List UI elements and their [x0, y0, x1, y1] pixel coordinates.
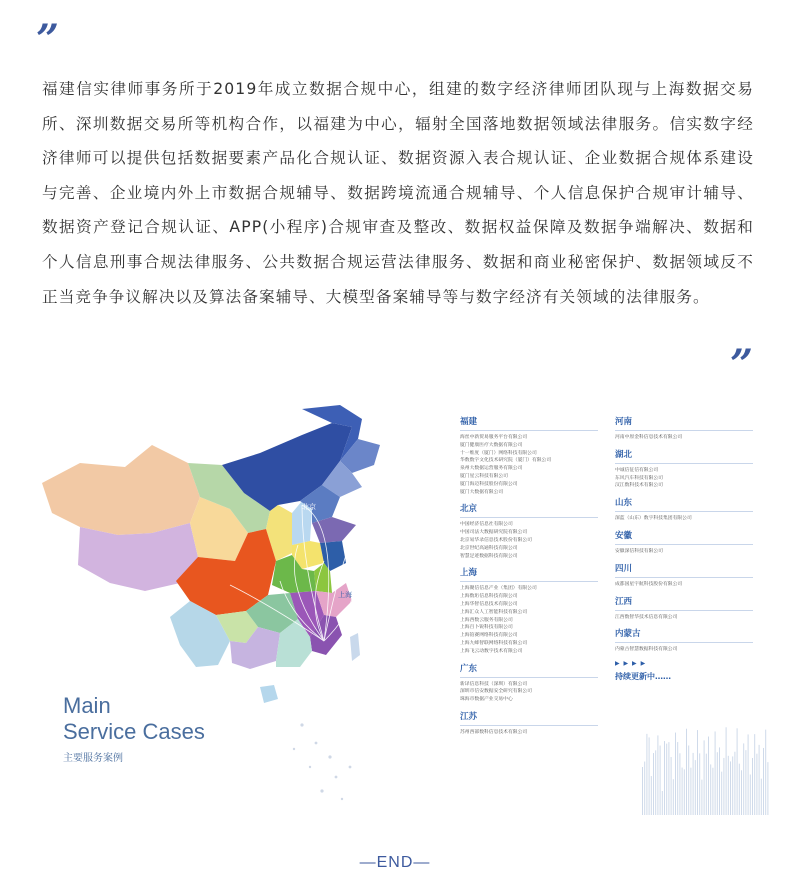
company-name: 珠海市数据产业交易中心	[460, 697, 513, 703]
company-name: 海丝中新贸易服务平台有限公司	[460, 435, 528, 440]
region-block	[615, 627, 753, 654]
company-name: 十一维度（厦门）网络科技有限公司	[460, 450, 537, 456]
decorative-bar	[712, 768, 713, 815]
service-cases-figure	[40, 405, 770, 815]
decorative-bar	[701, 780, 702, 815]
title-en-line1: Main	[63, 693, 111, 718]
end-marker: —END—	[359, 854, 431, 871]
decorative-bar	[649, 737, 650, 815]
map-region-xinjiang	[42, 445, 200, 535]
decorative-bar	[655, 750, 656, 815]
company-name: 上海九蜂智联网络科技有限公司	[460, 640, 528, 646]
decorative-bar	[668, 742, 669, 815]
region-block	[615, 415, 753, 442]
region-name: 河南	[615, 415, 753, 431]
company-name: 中诚信征信有限公司	[615, 467, 659, 473]
decorative-bar	[666, 744, 667, 815]
decorative-bar	[699, 753, 700, 815]
more-updates-label: 持续更新中……	[615, 672, 671, 682]
decorative-bar	[719, 747, 720, 815]
company-name: 东风汽车科技有限公司	[615, 475, 663, 481]
decorative-bar	[726, 727, 727, 815]
region-block	[615, 562, 753, 589]
region-block	[460, 662, 598, 704]
region-name: 湖北	[615, 448, 753, 464]
company-name: 厦门大数据有限公司	[460, 489, 504, 495]
title-cn: 主要服务案例	[63, 753, 123, 764]
company-name: 厦门海迈科技股份有限公司	[460, 481, 518, 487]
title-en-line2: Service Cases	[63, 719, 205, 744]
region-name: 山东	[615, 496, 753, 512]
company-name: 厦门健康医疗大数据有限公司	[460, 442, 523, 448]
decorative-bar	[693, 753, 694, 815]
decorative-bar	[732, 756, 733, 815]
decorative-bar	[721, 772, 722, 815]
decorative-bar	[765, 730, 766, 815]
decorative-bar	[761, 779, 762, 815]
region-block	[460, 710, 598, 737]
company-name: 中国经济信息社有限公司	[460, 522, 513, 528]
decorative-bar	[653, 753, 654, 815]
decorative-bar	[739, 764, 740, 815]
decorative-bar	[695, 760, 696, 815]
company-name: 成都国星宇航科技股份有限公司	[615, 581, 683, 587]
decorative-bar	[664, 741, 665, 815]
company-name: 北京世纪高通科技有限公司	[460, 545, 518, 551]
region-name: 江苏	[460, 710, 598, 726]
region-block	[615, 529, 753, 556]
region-name: 北京	[460, 502, 598, 518]
decorative-bar	[728, 756, 729, 815]
region-block	[615, 595, 753, 622]
right-region-list	[615, 415, 753, 654]
company-name: 上海西数云服务有限公司	[460, 617, 513, 623]
region-name: 安徽	[615, 529, 753, 545]
company-name: 江西数智华技术信息有限公司	[615, 614, 678, 620]
company-name: 河南中原金科信息技术有限公司	[615, 435, 683, 440]
decorative-bar	[686, 729, 687, 815]
body-paragraph: 福建信实律师事务所于2019年成立数据合规中心，组建的数字经济律师团队现与上海数据交易所、深圳数据交易所等机构合作，以福建为中心，辐射全国落地数据领域法律服务。信实数字经济律师可以提供包括数据要素产品化合规认证、数据资源入表合规认证、企业数据合规体系建设与完善、企业境内外上市数据合规辅导、数据跨境流通合规辅导、个人信息保护合规审计辅导、数据资产登记合规认证、APP(小程序)合规审查及整改、数据权益保障及数据争端解决、数据和个人信息刑事合规法律服务、公共数据合规运营法律服务、数据和商业秘密保护、数据领域反不正当竞争争议解决以及算法备案辅导、大模型备案辅导等与数字经济有关领域的法律服务。	[42, 80, 754, 306]
decorative-bar	[715, 731, 716, 815]
region-block	[460, 415, 598, 496]
map-label-shanghai: 上海	[338, 591, 352, 599]
decorative-bars	[640, 705, 770, 815]
decorative-bar	[684, 769, 685, 815]
company-name: 汉江数科技术有限公司	[615, 483, 663, 489]
company-name: 上海汇众人工智能科技有限公司	[460, 609, 528, 615]
decorative-bar	[767, 762, 768, 815]
company-name: 苏州西部数科信息技术有限公司	[460, 729, 528, 735]
decorative-bar	[745, 750, 746, 815]
close-quote-mark: ”	[730, 341, 754, 388]
region-name: 内蒙古	[615, 627, 753, 643]
decorative-bar	[651, 776, 652, 815]
company-name: 中国司法大数据研究院有限公司	[460, 530, 528, 536]
map-region-hainan	[260, 685, 278, 703]
decorative-bar	[690, 768, 691, 815]
decorative-bar	[737, 728, 738, 815]
region-name: 上海	[460, 566, 598, 582]
company-name: 深圳市信安数据安全研究有限公司	[460, 689, 532, 695]
decorative-bar	[682, 768, 683, 815]
decorative-bar	[673, 779, 674, 815]
decorative-bar	[734, 752, 735, 815]
company-name: 上海飞云动数字技术有限公司	[460, 648, 523, 654]
sea-dots	[293, 723, 352, 800]
company-name: 上海铂赛网络科技有限公司	[460, 633, 518, 639]
decorative-bar	[710, 764, 711, 815]
decorative-bar	[662, 791, 663, 815]
company-name: 安徽深信科技有限公司	[615, 548, 663, 554]
map-label-beijing: 北京	[302, 503, 316, 511]
decorative-bar	[750, 774, 751, 815]
decorative-bar	[756, 754, 757, 815]
decorative-bar	[706, 754, 707, 815]
decorative-bar	[679, 753, 680, 815]
company-name: 上海数珩信息科技有限公司	[460, 594, 518, 600]
company-name: 上海百卜锐科技有限公司	[460, 625, 513, 631]
decorative-bar	[748, 734, 749, 815]
region-block	[460, 502, 598, 560]
decorative-bar	[660, 746, 661, 815]
company-name: 新译信息科技（深圳）有限公司	[460, 681, 528, 687]
decorative-bar	[657, 735, 658, 815]
decorative-bar	[708, 737, 709, 815]
region-block	[615, 496, 753, 523]
region-block	[615, 448, 753, 490]
more-dots: ▶ ▶ ▶ ▶	[615, 660, 647, 668]
region-name: 江西	[615, 595, 753, 611]
decorative-bar	[671, 757, 672, 815]
region-column-left	[460, 415, 598, 743]
company-name: 厦门星云科技有限公司	[460, 473, 508, 479]
company-name: 泉州大数据运营服务有限公司	[460, 466, 523, 472]
company-name: 上海聚信信息产业（集团）有限公司	[460, 586, 537, 592]
company-name: 上海华智信息技术有限公司	[460, 601, 518, 607]
region-name: 四川	[615, 562, 753, 578]
decorative-bar	[688, 745, 689, 815]
decorative-bar	[743, 743, 744, 815]
decorative-bar	[704, 740, 705, 815]
company-name: 深蓝（山东）数字科技集团有限公司	[615, 516, 692, 522]
decorative-bar	[644, 762, 645, 815]
decorative-bar	[642, 767, 643, 815]
company-name: 智慧足迹数据科技有限公司	[460, 553, 518, 559]
region-name: 福建	[460, 415, 598, 431]
company-name: 华数数字文化技术研究院（厦门）有限公司	[460, 458, 552, 464]
region-column-right	[615, 415, 753, 682]
decorative-bar	[752, 758, 753, 815]
region-name: 广东	[460, 662, 598, 678]
decorative-bar	[677, 742, 678, 815]
decorative-bar	[763, 748, 764, 815]
figure-title	[63, 693, 205, 764]
decorative-bar	[717, 752, 718, 815]
decorative-bar	[741, 770, 742, 815]
company-name: 北京易华录信息技术股份有限公司	[460, 537, 532, 543]
decorative-bar	[754, 734, 755, 815]
decorative-bar	[730, 761, 731, 815]
decorative-bar	[697, 730, 698, 815]
decorative-bar	[759, 745, 760, 815]
company-name: 内蒙古智慧数据科技有限公司	[615, 647, 678, 653]
decorative-bar	[723, 758, 724, 815]
decorative-bar	[646, 734, 647, 815]
open-quote-mark: ”	[36, 16, 60, 63]
decorative-bar	[675, 733, 676, 815]
region-block	[460, 566, 598, 655]
map-region-taiwan	[350, 633, 360, 661]
